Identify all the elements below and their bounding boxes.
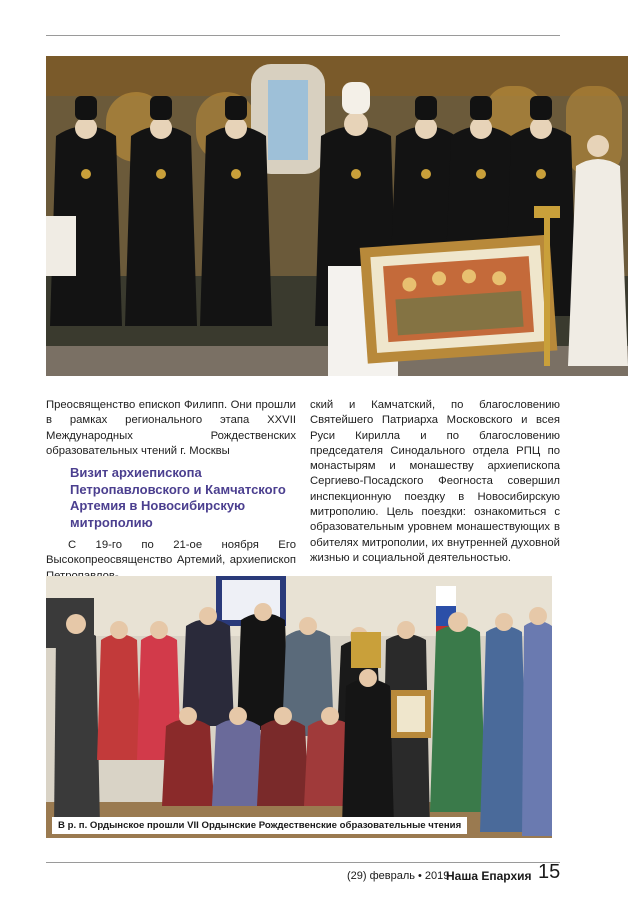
article-intro-text: Преосвященство епископ Филипп. Они прошли в рамках регионального этапа XXVII Международных Рождественских образовательных чтений г. Москвы (46, 399, 296, 457)
clergy-group-photo (46, 56, 628, 376)
left-text-column (46, 398, 296, 584)
right-text-column (310, 398, 560, 566)
footer-year: 2019 (424, 870, 450, 882)
bottom-rule (46, 862, 560, 863)
top-rule (46, 35, 560, 36)
readings-group-illustration (46, 576, 552, 838)
footer-issue: (29) февраль (347, 870, 416, 882)
article-body-continued: ский и Камчатский, по благословению Святейшего Патриарха Московского и всея Руси Кирилла и по благословению председателя Синодального отдела РПЦ по монастырям и монашеству архиепископа Сергиево-Посадского Феогноста совершил инспекционную поездку в Новосибирскую митрополию. Цель поездки: ознакомиться с образовательным уровнем монашествующих в обителях митрополии, их внутренней духовной жизнью и социальной деятельностью. (310, 399, 560, 564)
article-body-start: С 19-го по 21-ое ноября Его Высокопреосвященство Артемий, архиепископ (46, 539, 296, 567)
photo-caption: В р. п. Ордынское прошли VII Ордынские Рождественские образовательные чтения (52, 817, 467, 834)
footer-issue-info (347, 867, 449, 885)
readings-group-photo (46, 576, 552, 838)
footer-magazine-title: Наша Епархия (446, 869, 532, 883)
clergy-group-illustration (46, 56, 628, 376)
article-headline: Визит архиепископа Петропавловского и Камчатского Артемия в Новосибирскую митрополию (70, 465, 286, 530)
footer-bullet-icon: • (418, 870, 422, 882)
page-number: 15 (538, 861, 561, 883)
